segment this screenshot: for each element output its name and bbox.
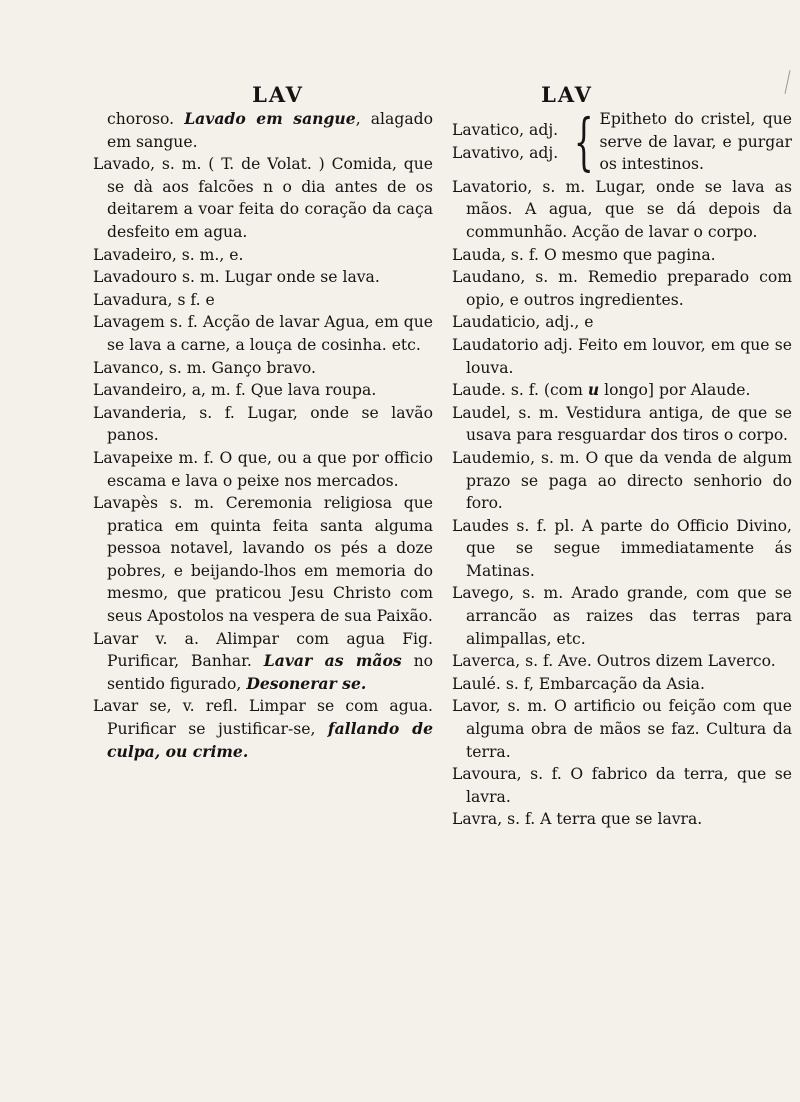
entry-definition: , s. f. Lugar, onde se lavão panos. <box>107 403 433 445</box>
dictionary-entry <box>452 334 792 379</box>
dictionary-entry <box>93 289 433 312</box>
entry-definition: , s. f. O mesmo que pagina. <box>500 245 716 264</box>
left-running-header: LAV <box>252 82 304 107</box>
right-running-header: LAV <box>541 82 593 107</box>
entry-definition: , s. m. ( T. de Volat. ) Comida, que se dà aos falcões n o dia antes de os deitarem a voar feita do coração da caça desfeito em agua. <box>107 155 433 241</box>
entry-definition: v. a. Alimpar com agua Fig. Purificar, Banhar. <box>107 629 433 671</box>
entry-headword: Lavar <box>93 629 139 648</box>
entry-definition: s. f. pl. A parte do Officio Divino, que se segue immediatamente ás Matinas. <box>466 516 792 580</box>
entry-headword: Laudes <box>452 516 509 535</box>
entry-headword: Lavandeiro <box>93 381 182 400</box>
entry-definition: , alagado em sangue. <box>107 110 433 151</box>
entry-headword: Lauda <box>452 245 501 264</box>
entry-headword: Lavagem <box>93 313 165 332</box>
entry-headword: Laulé <box>452 674 496 693</box>
brace-symbol: { <box>573 104 594 178</box>
brace-headword: Lavativo, adj. <box>452 143 559 162</box>
entry-definition: adj. Feito em louvor, em que se louva. <box>466 335 792 377</box>
entry-definition: . s. f. (com <box>500 381 588 400</box>
dictionary-entry <box>452 808 792 831</box>
dictionary-entry <box>93 695 433 763</box>
entry-italic-text: Lavar as mãos <box>263 651 402 671</box>
entry-definition: , adj., e <box>535 313 594 332</box>
entry-definition: , s f. e <box>167 290 215 309</box>
entry-headword: Lavadura <box>93 290 168 309</box>
entry-headword: Laudano <box>452 268 521 287</box>
entry-headword: Laverca <box>452 652 516 671</box>
entry-definition: , s. m. O que da venda de algum prazo se paga ao directo senhorio do foro. <box>466 448 792 513</box>
brace-definition: Epitheto do cristel, que serve de lavar, e purgar os intestinos. <box>599 110 792 174</box>
entry-definition: longo] por Alaude. <box>599 381 751 400</box>
entry-definition: , s. m. Ganço bravo. <box>158 358 316 377</box>
entry-headword: Lavra <box>452 810 498 829</box>
dictionary-entry <box>93 379 433 402</box>
entry-headword: Laudemio <box>452 448 531 467</box>
dictionary-entry <box>452 650 792 673</box>
entry-definition: , s. m. Vestidura antiga, de que se usava para resguardar dos tiros o corpo. <box>466 403 792 445</box>
entry-headword: Lavego <box>452 584 510 603</box>
dictionary-entry <box>93 447 433 492</box>
dictionary-entry <box>93 153 433 243</box>
entry-definition: , v. refl. Limpar se com agua. Purificar se justificar-se, <box>107 697 434 739</box>
entry-definition: s. m. Ceremonia religiosa que pratica em quinta feita santa alguma pessoa notavel, lavando os pés a doze pobres, e beijando-lhos em memoria do mesmo, que praticou Jesu Christo com seus Apostolos na vespera de sua Paixão. <box>107 494 433 626</box>
dictionary-entry <box>452 244 792 267</box>
entry-headword: Laudaticio <box>452 313 536 332</box>
entry-definition: , s. m. Lugar, onde se lava as mãos. A agua, que se dá depois da communhão. Acção de lavar o corpo. <box>466 177 792 241</box>
entry-headword: Lavatorio <box>452 177 528 196</box>
entry-headword: Laudel <box>452 403 506 422</box>
entry-definition: , s. m. O artificio ou feição com que alguma obra de mãos se faz. Cultura da terra. <box>466 697 792 761</box>
dictionary-entry <box>452 763 792 808</box>
entry-headword: Lavapeixe <box>93 448 173 467</box>
entry-definition: , s. m. Arado grande, com que se arrancão as raizes das terras para alimpallas, etc. <box>466 584 792 648</box>
entry-definition: , s. f. Ave. Outros dizem Laverco. <box>515 652 776 671</box>
entry-definition: . s. f, Embarcação da Asia. <box>495 674 705 693</box>
dictionary-entry <box>452 266 792 311</box>
brace-headwords <box>452 119 570 164</box>
dictionary-entry <box>93 402 433 447</box>
dictionary-entry <box>452 447 792 515</box>
entry-italic-text: u <box>587 380 600 400</box>
dictionary-entry <box>452 695 792 763</box>
entry-definition: s. m. Lugar onde se lava. <box>177 268 380 287</box>
entry-headword: Lavanco <box>93 358 159 377</box>
entry-headword: Lavanderia <box>93 403 182 422</box>
entry-headword: Laudatorio <box>452 335 539 354</box>
entry-headword: Lavadouro <box>93 268 178 287</box>
dictionary-entry <box>93 266 433 289</box>
entry-headword: Lavor <box>452 697 496 716</box>
entry-definition: s. f. Acção de lavar Agua, em que se lava a carne, a louça de cosinha. etc. <box>107 313 433 354</box>
entry-definition: , s. m. Remedio preparado com opio, e outros ingredientes. <box>466 268 792 309</box>
dictionary-entry <box>93 357 433 380</box>
brace-entry <box>452 104 792 178</box>
dictionary-entry <box>93 108 433 153</box>
dictionary-entry <box>93 628 433 696</box>
entry-italic-text: Desonerar se. <box>246 673 367 693</box>
entry-definition: , s. f. A terra que se lavra. <box>497 810 703 829</box>
entry-definition: m. f. O que, ou a que por officio escama e lava o peixe nos mercados. <box>107 448 433 490</box>
right-entries <box>452 176 792 831</box>
dictionary-entry <box>452 379 792 402</box>
entry-headword: Lavado <box>93 155 151 174</box>
entry-definition: choroso. <box>107 110 185 128</box>
entry-definition: , s. f. O fabrico da terra, que se lavra. <box>466 765 792 806</box>
entry-definition: , a, m. f. Que lava roupa. <box>181 381 377 400</box>
entry-definition: , s. m., e. <box>171 245 244 264</box>
left-entries <box>93 108 433 763</box>
entry-definition: no sentido figurado, <box>107 652 433 693</box>
entry-italic-text: fallando de culpa, ou crime. <box>107 719 433 761</box>
dictionary-entry <box>93 492 433 628</box>
dictionary-entry <box>93 244 433 267</box>
right-column <box>452 82 792 831</box>
dictionary-entry <box>452 176 792 244</box>
dictionary-entry <box>452 673 792 696</box>
brace-headword: Lavatico, adj. <box>452 121 559 140</box>
entry-headword: Lavadeiro <box>93 245 172 264</box>
entry-italic-text: Lavado em sangue <box>184 109 356 128</box>
entry-headword: Laude <box>452 381 501 400</box>
dictionary-entry <box>452 515 792 583</box>
dictionary-entry <box>452 311 792 334</box>
dictionary-entry <box>452 582 792 650</box>
entry-headword: Lavoura <box>452 765 517 784</box>
dictionary-entry <box>93 311 433 356</box>
left-column <box>93 82 433 763</box>
entry-headword: Lavapès <box>93 494 158 513</box>
dictionary-entry <box>452 402 792 447</box>
entry-headword: Lavar se <box>93 697 167 716</box>
